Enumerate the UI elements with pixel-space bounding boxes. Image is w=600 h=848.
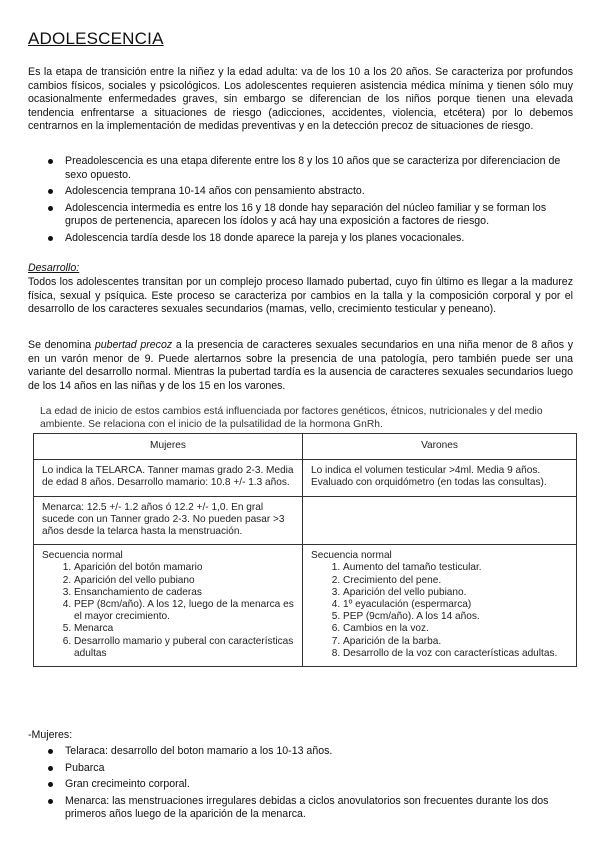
list-item: 7. Aparición de la barba. <box>343 636 568 648</box>
intro-paragraph: Es la etapa de transición entre la niñez y la edad adulta: va de los 10 a los 20 años. Se caracteriza por profundos cambios físicos, sociales y psicológicos. Los adolescentes requieren asistencia médica mínima y tienen sólo muy ocasionalmente enfermedades graves, sin embargo se diferencian de los niños porque tienen una elevada tendencia enfrentarse a situaciones de riesgo (adicciones, accidentes, violencia, etcétera) por lo debemos centrarnos en la implementación de medidas preventivas y en la detección precoz de situaciones de riesgo. <box>28 66 573 133</box>
p2-before: Se denomina <box>28 339 95 351</box>
comparison-table <box>33 433 577 667</box>
list-item: 1. Aparición del botón mamario <box>74 562 294 574</box>
cell-varones-inicio: Lo indica el volumen testicular >4ml. Media 9 años. Evaluado con orquidómetro (en todas las consultas). <box>303 460 577 496</box>
desarrollo-paragraph-1: Todos los adolescentes transitan por un complejo proceso llamado pubertad, cuyo fin último es llegar a la madurez física, sexual y psíquica. Este proceso se caracteriza por cambios en la talla y la composición corporal y por el desarrollo de los caracteres sexuales secundarios (mamas, vello, crecimiento testicular y peneano). <box>28 276 573 316</box>
list-item: 4. 1º eyaculación (espermarca) <box>343 599 568 611</box>
p2-emphasis: pubertad precoz <box>94 339 173 351</box>
table-row <box>34 460 577 496</box>
list-item: 1. Aumento del tamaño testicular. <box>343 562 568 574</box>
cell-varones-empty <box>303 496 577 545</box>
secuencia-label: Secuencia normal <box>311 550 392 562</box>
mujeres-heading: -Mujeres: <box>28 729 73 741</box>
list-item: Adolescencia temprana 10-14 años con pensamiento abstracto. <box>44 185 575 199</box>
list-item: Gran crecimeinto corporal. <box>44 778 575 792</box>
table-row <box>34 496 577 545</box>
stages-list <box>44 155 575 249</box>
table-header-row <box>34 434 577 460</box>
header-mujeres: Mujeres <box>34 434 303 460</box>
list-item: 4. PEP (8cm/año). A los 12, luego de la menarca es el mayor crecimiento. <box>74 599 294 623</box>
cell-mujeres-menarca: Menarca: 12.5 +/- 1.2 años ó 12.2 +/- 1,0. En gral sucede con un Tanner grado 2-3. No pueden pasar >3 años desde la telarca hasta la menstruación. <box>34 496 303 545</box>
list-item: Pubarca <box>44 762 575 776</box>
mujeres-list <box>44 745 575 825</box>
table-intro: La edad de inicio de estos cambios está influenciada por factores genéticos, étnicos, nutricionales y del medio ambiente. Se relaciona con el inicio de la pulsatilidad de la hormona GnRh. <box>40 406 543 430</box>
list-item: 6. Desarrollo mamario y puberal con características adultas <box>74 636 294 660</box>
header-varones: Varones <box>303 434 577 460</box>
p2-after: a la presencia de caracteres sexuales secundarios en una niña menor de 8 años y en un varón menor de 9. Puede alertarnos sobre la presencia de una patología, pero también puede ser una variante del desarrollo normal. Mientras la pubertad tardía es la ausencia de caracteres sexuales secundarios luego de los 14 años en las niñas y de los 15 en los varones. <box>28 339 573 392</box>
list-item: 2. Crecimiento del pene. <box>343 575 568 587</box>
list-item: Menarca: las menstruaciones irregulares debidas a ciclos anovulatorios son frecuentes durante los dos primeros años luego de la aparición de la menarca. <box>44 795 575 822</box>
list-item: 3. Ensanchamiento de caderas <box>74 587 294 599</box>
list-item: 2. Aparición del vello pubiano <box>74 575 294 587</box>
list-item: 8. Desarrollo de la voz con características adultas. <box>343 648 568 660</box>
list-item: Preadolescencia es una etapa diferente entre los 8 y los 10 años que se caracteriza por diferenciacion de sexo opuesto. <box>44 155 575 182</box>
secuencia-mujeres-list <box>42 562 294 660</box>
list-item: 5. PEP (9cm/año). A los 14 años. <box>343 611 568 623</box>
cell-mujeres-inicio: Lo indica la TELARCA. Tanner mamas grado 2-3. Media de edad 8 años. Desarrollo mamario: 10.8 +/- 1.3 años. <box>34 460 303 496</box>
table-row <box>34 545 577 667</box>
cell-mujeres-secuencia <box>34 545 303 667</box>
list-item: Adolescencia intermedia es entre los 16 y 18 donde hay separación del núcleo familiar y se forman los grupos de pertenencia, aparecen los ídolos y acá hay una exposición a factores de riesgo. <box>44 202 575 229</box>
desarrollo-paragraph-2 <box>28 339 573 393</box>
list-item: 3. Aparición del vello pubiano. <box>343 587 568 599</box>
secuencia-varones-list <box>311 562 568 660</box>
list-item: Telaraca: desarrollo del boton mamario a los 10-13 años. <box>44 745 575 759</box>
list-item: Adolescencia tardía desde los 18 donde aparece la pareja y los planes vocacionales. <box>44 232 575 246</box>
desarrollo-heading: Desarrollo: <box>28 262 80 274</box>
secuencia-label: Secuencia normal <box>42 550 123 562</box>
page-title: ADOLESCENCIA <box>28 29 164 48</box>
list-item: 5. Menarca <box>74 623 294 635</box>
list-item: 6. Cambios en la voz. <box>343 623 568 635</box>
cell-varones-secuencia <box>303 545 577 667</box>
